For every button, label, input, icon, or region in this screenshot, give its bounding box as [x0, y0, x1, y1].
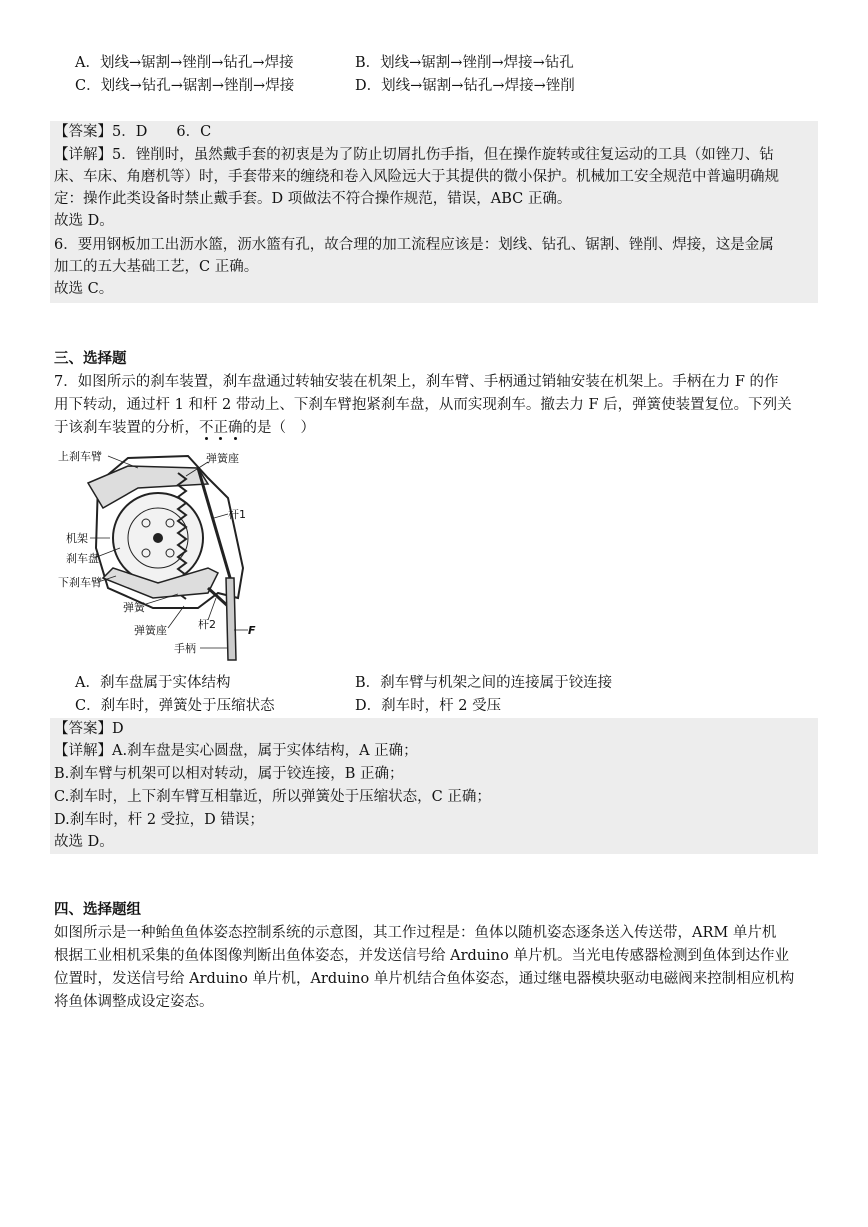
group-intro-text: 根据工业相机采集的鱼体图像判断出鱼体姿态，并发送信号给 Arduino 单片机。当光电传感器检测到鱼体到达作业	[54, 948, 789, 964]
answer-line: 【详解】5．锉削时，虽然戴手套的初衷是为了防止切屑扎伤手指，但在操作旋转或往复运动的工具（如锉刀、钻	[54, 147, 774, 163]
answer-line: C.刹车时，上下刹车臂互相靠近，所以弹簧处于压缩状态，C 正确；	[54, 789, 491, 805]
question-text: 7．如图所示的刹车装置，刹车盘通过转轴安装在机架上，刹车臂、手柄通过销轴安装在机架上。手柄在力 F 的作	[54, 374, 779, 390]
group-intro-text: 将鱼体调整成设定姿态。	[54, 994, 214, 1010]
answer-line: 故选 D。	[54, 213, 114, 229]
answer-line: 6．要用钢板加工出沥水篮，沥水篮有孔，故合理的加工流程应该是：划线、钻孔、锯割、锉削、焊接，这是金属	[54, 237, 774, 253]
fig-label-handle: 手柄	[174, 642, 196, 655]
fig-label-rod2: 杆2	[198, 618, 216, 631]
question-text	[54, 417, 315, 439]
fig-label-disc: 刹车盘	[66, 552, 99, 565]
q7-option-d: D．刹车时，杆 2 受压	[355, 698, 502, 714]
answer-line: D.刹车时，杆 2 受拉，D 错误；	[54, 812, 264, 828]
answer-line: 故选 C。	[54, 281, 114, 297]
q6-option-c: C．划线→钻孔→锯割→锉削→焊接	[75, 78, 295, 94]
q6-option-d: D．划线→锯割→钻孔→焊接→锉削	[355, 78, 575, 94]
question-text: 用下转动，通过杆 1 和杆 2 带动上、下刹车臂抱紧刹车盘，从而实现刹车。撤去力 F 后，弹簧使装置复位。下列关	[54, 397, 792, 413]
emphasis-char: 不	[199, 420, 214, 436]
answer-line: 床、车床、角磨机等）时，手套带来的缠绕和卷入风险远大于其提供的微小保护。机械加工安全规范中普遍明确规	[54, 169, 779, 185]
brake-diagram	[58, 448, 278, 663]
emphasis-char: 正	[213, 420, 228, 436]
answer-line: 【答案】5．D 6．C	[54, 124, 212, 140]
fig-label-spring: 弹簧	[123, 601, 145, 614]
answer-line: 【详解】A.刹车盘是实心圆盘，属于实体结构，A 正确；	[54, 743, 418, 759]
fig-label-force: F	[248, 624, 256, 637]
question-text-pre: 于该刹车装置的分析，	[54, 420, 199, 436]
section-heading: 四、选择题组	[54, 901, 141, 918]
brake-device-figure	[58, 448, 278, 663]
answer-block-q5-q6	[50, 121, 818, 303]
fig-label-frame: 机架	[66, 532, 88, 545]
answer-line: 定：操作此类设备时禁止戴手套。D 项做法不符合操作规范，错误，ABC 正确。	[54, 191, 572, 207]
q7-option-a: A．刹车盘属于实体结构	[75, 675, 231, 691]
q7-option-b: B．刹车臂与机架之间的连接属于铰连接	[355, 675, 613, 691]
fig-label-upper-arm: 上刹车臂	[58, 450, 102, 463]
q7-option-c: C．刹车时，弹簧处于压缩状态	[75, 698, 275, 714]
answer-line: 故选 D。	[54, 834, 114, 850]
answer-line: 加工的五大基础工艺，C 正确。	[54, 259, 259, 275]
fig-label-rod1: 杆1	[228, 508, 246, 521]
fig-label-spring-seat-bottom: 弹簧座	[134, 624, 167, 637]
section-heading: 三、选择题	[54, 350, 127, 367]
group-intro-text: 位置时，发送信号给 Arduino 单片机，Arduino 单片机结合鱼体姿态，通过继电器模块驱动电磁阀来控制相应机构	[54, 971, 795, 987]
q7-options-row2	[75, 695, 835, 717]
answer-line: B.刹车臂与机架可以相对转动，属于铰连接，B 正确；	[54, 766, 404, 782]
q6-option-a: A．划线→锯割→锉削→钻孔→焊接	[75, 55, 294, 71]
fig-label-spring-seat-top: 弹簧座	[206, 452, 239, 465]
q6-options-row1	[75, 52, 835, 74]
q6-options-row2	[75, 75, 835, 97]
q7-options-row1	[75, 672, 835, 694]
disc-axle	[153, 533, 163, 543]
q6-option-b: B．划线→锯割→锉削→焊接→钻孔	[355, 55, 574, 71]
answer-block-q7	[50, 718, 818, 854]
emphasis-char: 确	[228, 420, 243, 436]
answer-line: 【答案】D	[54, 721, 124, 737]
group-intro-text: 如图所示是一种鲐鱼鱼体姿态控制系统的示意图，其工作过程是：鱼体以随机姿态逐条送入传送带，ARM 单片机	[54, 925, 777, 941]
fig-label-lower-arm: 下刹车臂	[58, 576, 102, 589]
question-text-post: 的是（ ）	[242, 420, 315, 436]
